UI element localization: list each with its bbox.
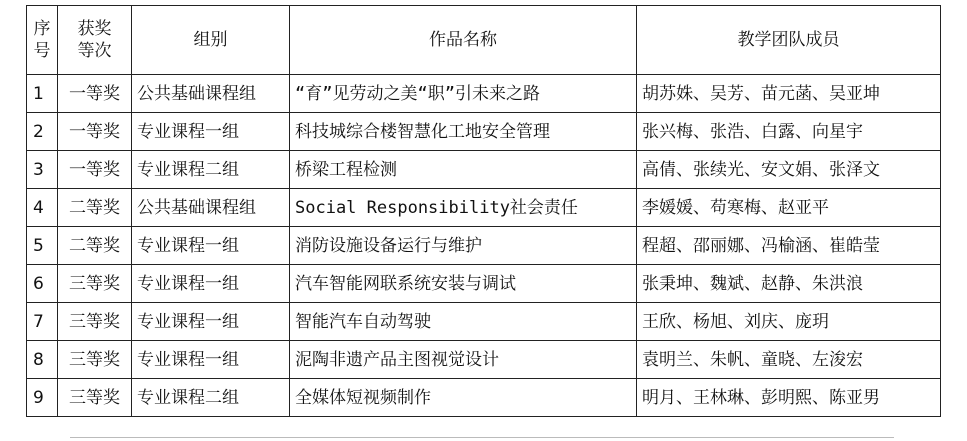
cell-award: 一等奖	[58, 113, 132, 151]
cell-award: 三等奖	[58, 265, 132, 303]
cell-award: 二等奖	[58, 189, 132, 227]
cell-team: 李媛媛、苟寒梅、赵亚平	[637, 189, 941, 227]
cell-award: 三等奖	[58, 303, 132, 341]
header-seq-line2: 号	[33, 41, 51, 61]
header-team: 教学团队成员	[637, 6, 941, 75]
table-row	[27, 227, 941, 265]
cell-team: 张秉坤、魏斌、赵静、朱洪浪	[637, 265, 941, 303]
table-row	[27, 341, 941, 379]
cell-group: 公共基础课程组	[132, 75, 290, 113]
header-work: 作品名称	[290, 6, 637, 75]
header-award-line1: 获奖	[77, 19, 112, 39]
cell-team: 明月、王林琳、彭明熙、陈亚男	[637, 379, 941, 417]
cell-award: 一等奖	[58, 75, 132, 113]
cell-seq: 6	[27, 265, 58, 303]
cell-work: Social Responsibility社会责任	[290, 189, 637, 227]
table-row	[27, 113, 941, 151]
cell-seq: 1	[27, 75, 58, 113]
cell-work: 全媒体短视频制作	[290, 379, 637, 417]
cell-work: 消防设施设备运行与维护	[290, 227, 637, 265]
cell-work: 泥陶非遗产品主图视觉设计	[290, 341, 637, 379]
cell-work: 汽车智能网联系统安装与调试	[290, 265, 637, 303]
header-group: 组别	[132, 6, 290, 75]
cell-group: 专业课程一组	[132, 113, 290, 151]
awards-table	[26, 5, 941, 417]
cell-seq: 3	[27, 151, 58, 189]
header-seq-line1: 序	[33, 19, 51, 39]
table-row	[27, 265, 941, 303]
cell-seq: 7	[27, 303, 58, 341]
cell-seq: 9	[27, 379, 58, 417]
table-row	[27, 75, 941, 113]
cell-seq: 4	[27, 189, 58, 227]
header-award	[58, 6, 132, 75]
cell-group: 专业课程二组	[132, 151, 290, 189]
cell-award: 二等奖	[58, 227, 132, 265]
table-row	[27, 379, 941, 417]
table-row	[27, 303, 941, 341]
header-seq	[27, 6, 58, 75]
cell-award: 一等奖	[58, 151, 132, 189]
cell-award: 三等奖	[58, 341, 132, 379]
table-row	[27, 189, 941, 227]
cell-seq: 5	[27, 227, 58, 265]
cell-group: 公共基础课程组	[132, 189, 290, 227]
cell-group: 专业课程一组	[132, 227, 290, 265]
cell-team: 高倩、张续光、安文娟、张泽文	[637, 151, 941, 189]
footer-divider	[70, 437, 894, 438]
table-header-row	[27, 6, 941, 75]
cell-work: 科技城综合楼智慧化工地安全管理	[290, 113, 637, 151]
cell-team: 张兴梅、张浩、白露、向星宇	[637, 113, 941, 151]
table-row	[27, 151, 941, 189]
cell-group: 专业课程一组	[132, 303, 290, 341]
cell-seq: 2	[27, 113, 58, 151]
cell-group: 专业课程二组	[132, 379, 290, 417]
cell-work: “育”见劳动之美“职”引未来之路	[290, 75, 637, 113]
cell-team: 程超、邵丽娜、冯榆涵、崔皓莹	[637, 227, 941, 265]
header-award-line2: 等次	[77, 41, 112, 61]
cell-team: 王欣、杨旭、刘庆、庞玥	[637, 303, 941, 341]
cell-team: 袁明兰、朱帆、童晓、左浚宏	[637, 341, 941, 379]
cell-group: 专业课程一组	[132, 265, 290, 303]
cell-work: 智能汽车自动驾驶	[290, 303, 637, 341]
cell-work: 桥梁工程检测	[290, 151, 637, 189]
cell-award: 三等奖	[58, 379, 132, 417]
cell-group: 专业课程一组	[132, 341, 290, 379]
cell-seq: 8	[27, 341, 58, 379]
cell-team: 胡苏姝、吴芳、苗元菡、吴亚坤	[637, 75, 941, 113]
